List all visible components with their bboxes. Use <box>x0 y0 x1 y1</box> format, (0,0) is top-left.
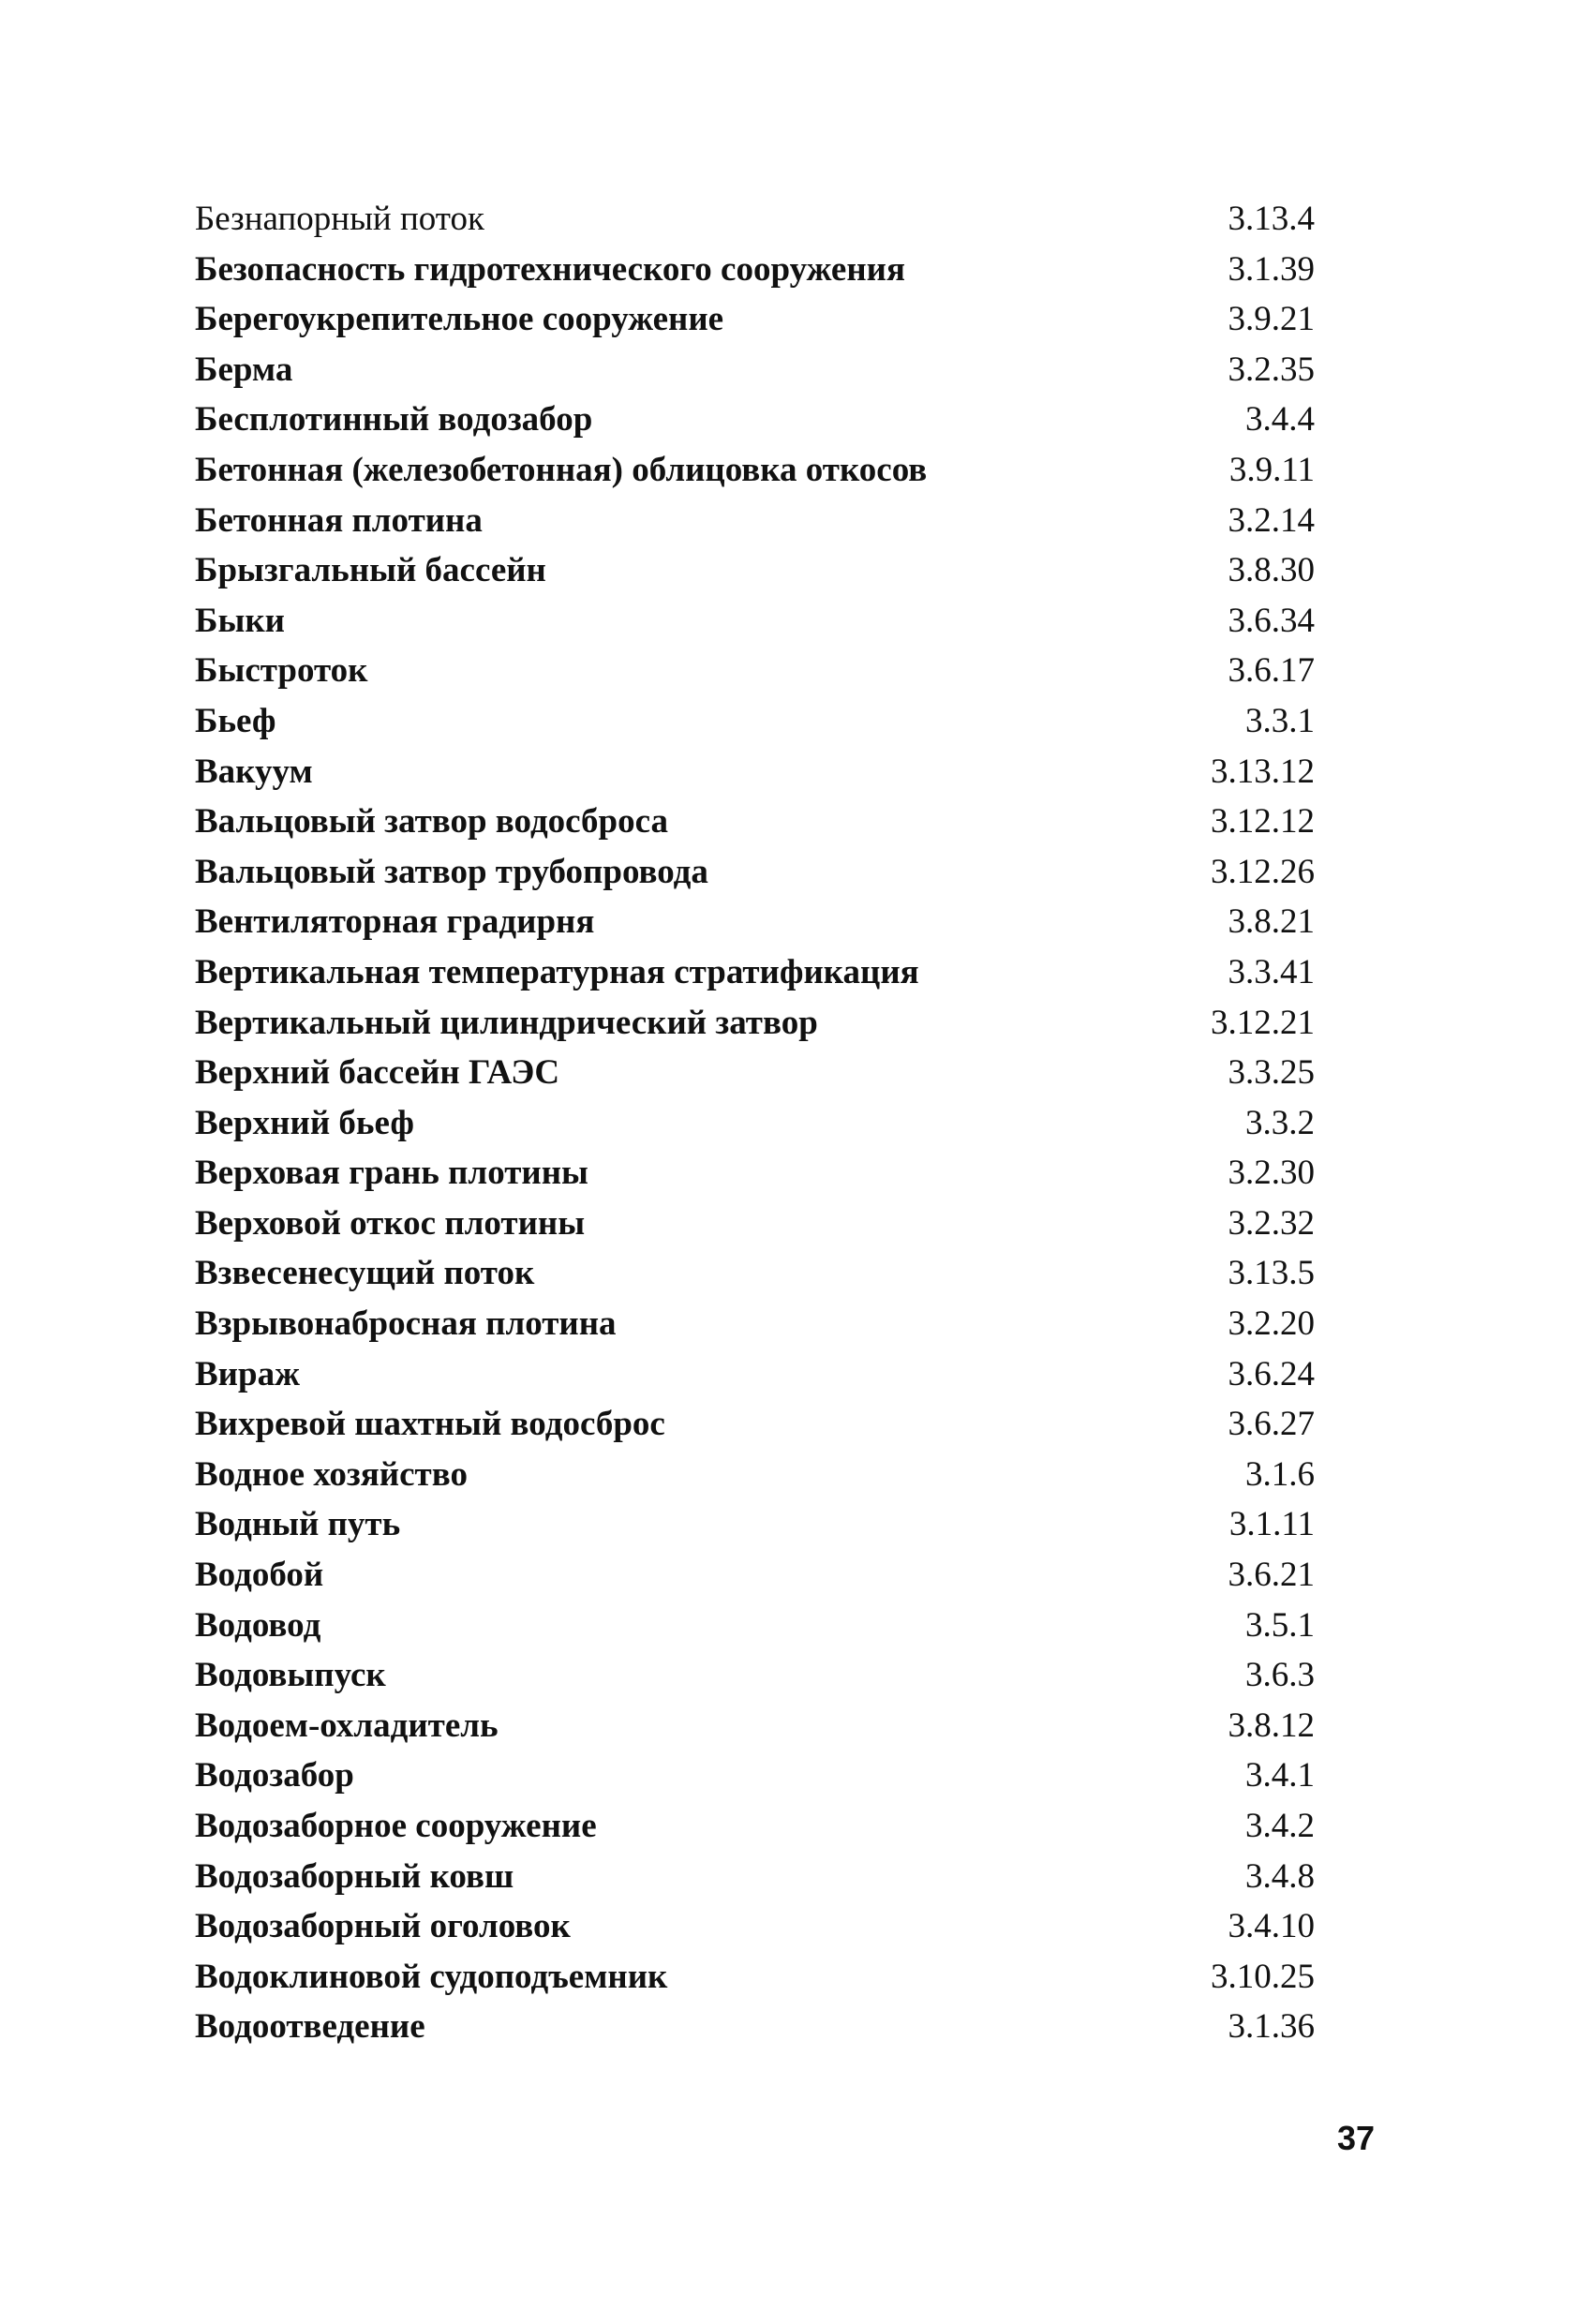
index-section-ref: 3.1.6 <box>1245 1454 1315 1494</box>
index-entry <box>195 897 1315 947</box>
index-term: Водозабор <box>195 1756 354 1795</box>
index-entry <box>195 1399 1315 1450</box>
index-entry <box>195 1601 1315 1651</box>
index-term: Верхний бьеф <box>195 1103 414 1142</box>
index-term: Вертикальная температурная стратификация <box>195 952 919 991</box>
index-section-ref: 3.8.21 <box>1228 902 1315 942</box>
index-term: Водозаборный ковш <box>195 1856 514 1896</box>
index-entry <box>195 2002 1315 2052</box>
index-section-ref: 3.13.4 <box>1228 200 1315 238</box>
index-entry <box>195 1801 1315 1852</box>
index-term: Берегоукрепительное сооружение <box>195 300 724 339</box>
index-entry <box>195 1248 1315 1299</box>
index-term: Вальцовый затвор водосброса <box>195 802 669 842</box>
index-term: Безопасность гидротехнического сооружения <box>195 249 905 289</box>
index-entry <box>195 947 1315 998</box>
index-section-ref: 3.10.25 <box>1211 1957 1315 1996</box>
index-entry <box>195 646 1315 696</box>
index-entry <box>195 696 1315 747</box>
index-section-ref: 3.13.5 <box>1228 1254 1315 1293</box>
index-entry <box>195 1499 1315 1550</box>
index-term: Водозаборное сооружение <box>195 1807 597 1845</box>
index-entry <box>195 1901 1315 1952</box>
index-entry <box>195 797 1315 847</box>
index-section-ref: 3.3.1 <box>1245 701 1315 740</box>
index-term: Вертикальный цилиндрический затвор <box>195 1003 818 1042</box>
index-term: Верхний бассейн ГАЭС <box>195 1053 560 1093</box>
index-section-ref: 3.6.27 <box>1228 1405 1315 1444</box>
index-section-ref: 3.4.1 <box>1245 1756 1315 1795</box>
index-entry <box>195 496 1315 546</box>
index-section-ref: 3.1.36 <box>1228 2007 1315 2047</box>
index-term: Взвесенесущий поток <box>195 1254 535 1293</box>
index-term: Бесплотинный водозабор <box>195 400 593 439</box>
index-term: Вихревой шахтный водосброс <box>195 1405 665 1444</box>
index-section-ref: 3.13.12 <box>1211 752 1315 791</box>
subject-index-list <box>195 194 1315 2052</box>
index-term: Быки <box>195 601 285 640</box>
index-section-ref: 3.12.12 <box>1211 802 1315 842</box>
index-entry <box>195 1299 1315 1349</box>
index-section-ref: 3.1.39 <box>1228 249 1315 289</box>
index-section-ref: 3.8.30 <box>1228 551 1315 590</box>
index-entry <box>195 747 1315 797</box>
index-section-ref: 3.2.32 <box>1228 1203 1315 1243</box>
index-term: Водоем-охладитель <box>195 1706 499 1745</box>
index-term: Быстроток <box>195 651 368 691</box>
index-term: Брызгальный бассейн <box>195 551 546 590</box>
index-entry <box>195 1852 1315 1902</box>
index-entry <box>195 1450 1315 1500</box>
index-term: Водоотведение <box>195 2007 425 2047</box>
index-entry <box>195 445 1315 496</box>
index-term: Водозаборный оголовок <box>195 1907 571 1946</box>
index-section-ref: 3.9.11 <box>1228 450 1315 489</box>
index-term: Взрывонабросная плотина <box>195 1304 617 1344</box>
index-entry <box>195 194 1315 245</box>
index-section-ref: 3.1.11 <box>1228 1505 1315 1544</box>
index-entry <box>195 998 1315 1049</box>
index-entry <box>195 1750 1315 1801</box>
index-entry <box>195 1650 1315 1701</box>
index-term: Вакуум <box>195 752 313 791</box>
index-entry <box>195 245 1315 295</box>
page-number: 37 <box>1336 2119 1375 2157</box>
index-section-ref: 3.6.3 <box>1245 1656 1315 1695</box>
index-entry <box>195 1349 1315 1400</box>
index-section-ref: 3.6.34 <box>1228 601 1315 640</box>
index-term: Бетонная плотина <box>195 500 483 540</box>
index-section-ref: 3.2.35 <box>1228 350 1315 389</box>
index-term: Верховой откос плотины <box>195 1203 586 1243</box>
index-entry <box>195 1148 1315 1199</box>
index-term: Верховая грань плотины <box>195 1154 588 1193</box>
index-term: Водное хозяйство <box>195 1454 468 1494</box>
index-section-ref: 3.5.1 <box>1245 1605 1315 1645</box>
index-section-ref: 3.3.2 <box>1245 1103 1315 1142</box>
index-section-ref: 3.4.10 <box>1228 1907 1315 1946</box>
index-section-ref: 3.9.21 <box>1228 300 1315 339</box>
index-section-ref: 3.12.26 <box>1211 852 1315 891</box>
index-section-ref: 3.3.25 <box>1228 1053 1315 1093</box>
index-entry <box>195 1550 1315 1601</box>
index-entry <box>195 596 1315 647</box>
index-section-ref: 3.4.2 <box>1245 1807 1315 1845</box>
index-term: Водовод <box>195 1605 321 1645</box>
index-section-ref: 3.12.21 <box>1211 1003 1315 1042</box>
index-section-ref: 3.2.30 <box>1228 1154 1315 1193</box>
index-term: Вентиляторная градирня <box>195 902 595 942</box>
index-section-ref: 3.2.14 <box>1228 500 1315 540</box>
index-entry <box>195 545 1315 596</box>
index-term: Берма <box>195 350 293 389</box>
index-section-ref: 3.8.12 <box>1228 1706 1315 1745</box>
index-term: Безнапорный поток <box>195 200 484 238</box>
index-entry <box>195 345 1315 395</box>
index-section-ref: 3.4.4 <box>1245 400 1315 439</box>
index-term: Водный путь <box>195 1505 401 1544</box>
index-entry <box>195 847 1315 898</box>
index-term: Водовыпуск <box>195 1656 386 1695</box>
index-section-ref: 3.6.21 <box>1228 1556 1315 1595</box>
index-section-ref: 3.6.24 <box>1228 1354 1315 1393</box>
index-entry <box>195 1701 1315 1751</box>
index-entry <box>195 1952 1315 2003</box>
index-term: Вальцовый затвор трубопровода <box>195 852 708 891</box>
index-term: Вираж <box>195 1354 300 1393</box>
index-term: Бьеф <box>195 701 276 740</box>
index-section-ref: 3.4.8 <box>1245 1856 1315 1896</box>
index-section-ref: 3.6.17 <box>1228 651 1315 691</box>
index-entry <box>195 294 1315 345</box>
index-term: Бетонная (железобетонная) облицовка откосов <box>195 450 928 489</box>
index-section-ref: 3.2.20 <box>1228 1304 1315 1344</box>
index-term: Водобой <box>195 1556 324 1595</box>
index-entry <box>195 1199 1315 1249</box>
index-entry <box>195 1098 1315 1149</box>
index-section-ref: 3.3.41 <box>1228 952 1315 991</box>
index-entry <box>195 395 1315 445</box>
index-entry <box>195 1048 1315 1098</box>
index-term: Водоклиновой судоподъемник <box>195 1957 668 1996</box>
